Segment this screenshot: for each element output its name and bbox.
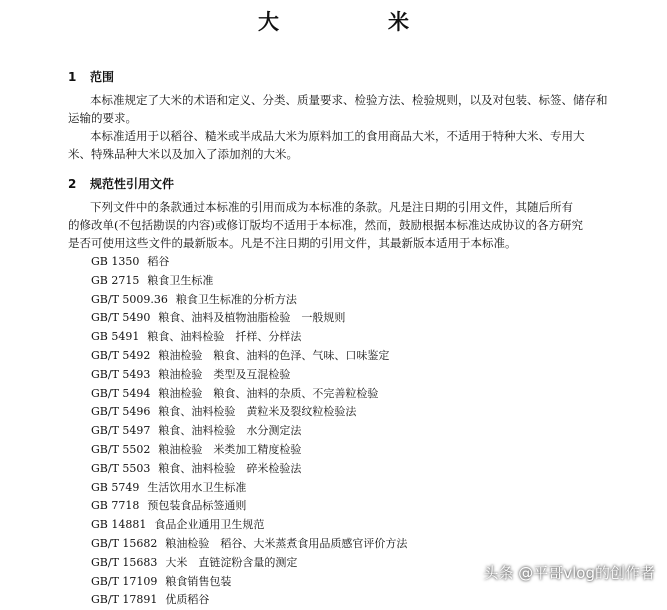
reference-title: 粮油检验 粮食、油料的杂质、不完善粒检验 xyxy=(158,386,379,400)
reference-title: 粮油检验 类型及互混检验 xyxy=(158,367,291,381)
reference-item xyxy=(91,328,407,347)
reference-title: 粮食、油料检验 黄粒米及裂纹粒检验法 xyxy=(158,405,357,419)
document-title: 大 米 xyxy=(258,10,453,34)
reference-code: GB 7718 xyxy=(91,499,140,513)
reference-code: GB/T 5503 xyxy=(91,461,151,475)
reference-item xyxy=(91,460,407,479)
reference-item xyxy=(91,516,407,535)
paragraph-line: 本标准规定了大米的术语和定义、分类、质量要求、检验方法、检验规则，以及对包装、标签、储存和 xyxy=(90,93,608,107)
reference-code: GB/T 17891 xyxy=(91,593,158,607)
reference-title: 粮油检验 米类加工精度检验 xyxy=(158,442,302,456)
reference-title: 粮食卫生标准 xyxy=(147,273,214,287)
reference-item xyxy=(91,366,407,385)
section-title: 范围 xyxy=(90,70,115,84)
reference-item xyxy=(91,554,407,573)
reference-item xyxy=(91,497,407,516)
reference-item xyxy=(91,573,407,592)
section-title: 规范性引用文件 xyxy=(90,177,175,191)
paragraph-line: 运输的要求。 xyxy=(68,111,137,125)
reference-list xyxy=(91,253,407,610)
reference-code: GB/T 15683 xyxy=(91,555,158,569)
reference-title: 粮食、油料检验 水分测定法 xyxy=(158,424,302,438)
paragraph-line: 是否可使用这些文件的最新版本。凡是不注日期的引用文件，其最新版本适用于本标准。 xyxy=(68,236,517,250)
reference-item xyxy=(91,347,407,366)
reference-code: GB/T 5496 xyxy=(91,405,151,419)
reference-code: GB 2715 xyxy=(91,273,140,287)
reference-title: 粮油检验 粮食、油料的色泽、气味、口味鉴定 xyxy=(158,348,390,362)
reference-code: GB/T 5494 xyxy=(91,386,151,400)
section-2-heading xyxy=(68,175,174,192)
paragraph-line: 下列文件中的条款通过本标准的引用而成为本标准的条款。凡是注日期的引用文件，其随后所有 xyxy=(90,200,573,214)
reference-code: GB/T 17109 xyxy=(91,574,158,588)
section-1-heading xyxy=(68,68,114,85)
reference-title: 大米 直链淀粉含量的测定 xyxy=(165,555,298,569)
reference-title: 粮食、油料检验 碎米检验法 xyxy=(158,461,302,475)
reference-code: GB/T 5493 xyxy=(91,367,151,381)
reference-code: GB 1350 xyxy=(91,255,140,268)
reference-title: 预包装食品标签通则 xyxy=(147,499,247,513)
watermark: 头条 @平哥vlog的创作者 xyxy=(483,564,655,582)
reference-item xyxy=(91,422,407,441)
reference-item xyxy=(91,535,407,554)
reference-item xyxy=(91,253,407,272)
section-number: 1 xyxy=(68,70,77,84)
section-1-paragraph-1 xyxy=(68,91,608,127)
reference-item xyxy=(91,441,407,460)
reference-title: 优质稻谷 xyxy=(165,593,210,607)
reference-title: 食品企业通用卫生规范 xyxy=(154,518,265,532)
section-2-paragraph-1 xyxy=(68,198,600,252)
reference-item xyxy=(91,272,407,291)
reference-code: GB 14881 xyxy=(91,518,147,532)
reference-code: GB/T 5490 xyxy=(91,311,151,325)
reference-code: GB/T 15682 xyxy=(91,536,158,550)
section-number: 2 xyxy=(68,177,77,191)
reference-code: GB/T 5497 xyxy=(91,424,151,438)
section-1-paragraph-2 xyxy=(68,127,600,163)
reference-code: GB 5491 xyxy=(91,330,140,344)
reference-code: GB/T 5492 xyxy=(91,348,151,362)
reference-title: 粮食卫生标准的分析方法 xyxy=(175,292,297,306)
reference-item xyxy=(91,291,407,310)
reference-title: 粮食销售包装 xyxy=(165,574,232,588)
reference-title: 稻谷 xyxy=(147,255,170,268)
reference-item xyxy=(91,309,407,328)
reference-item xyxy=(91,403,407,422)
paragraph-line: 米、特殊品种大米以及加入了添加剂的大米。 xyxy=(68,147,298,161)
paragraph-line: 本标准适用于以稻谷、糙米或半成品大米为原料加工的食用商品大米，不适用于特种大米、专用大 xyxy=(90,129,585,143)
reference-title: 粮食、油料检验 扦样、分样法 xyxy=(147,330,302,344)
reference-item xyxy=(91,385,407,404)
reference-title: 粮食、油料及植物油脂检验 一般规则 xyxy=(158,311,346,325)
paragraph-line: 的修改单(不包括勘误的内容)或修订版均不适用于本标准，然而，鼓励根据本标准达成协议的各方研究 xyxy=(68,218,583,232)
reference-code: GB/T 5502 xyxy=(91,442,151,456)
reference-code: GB 5749 xyxy=(91,480,140,494)
reference-item xyxy=(91,591,407,610)
reference-title: 粮油检验 稻谷、大米蒸煮食用品质感官评价方法 xyxy=(165,536,408,550)
reference-code: GB/T 5009.36 xyxy=(91,292,168,306)
reference-item xyxy=(91,479,407,498)
reference-title: 生活饮用水卫生标准 xyxy=(147,480,247,494)
